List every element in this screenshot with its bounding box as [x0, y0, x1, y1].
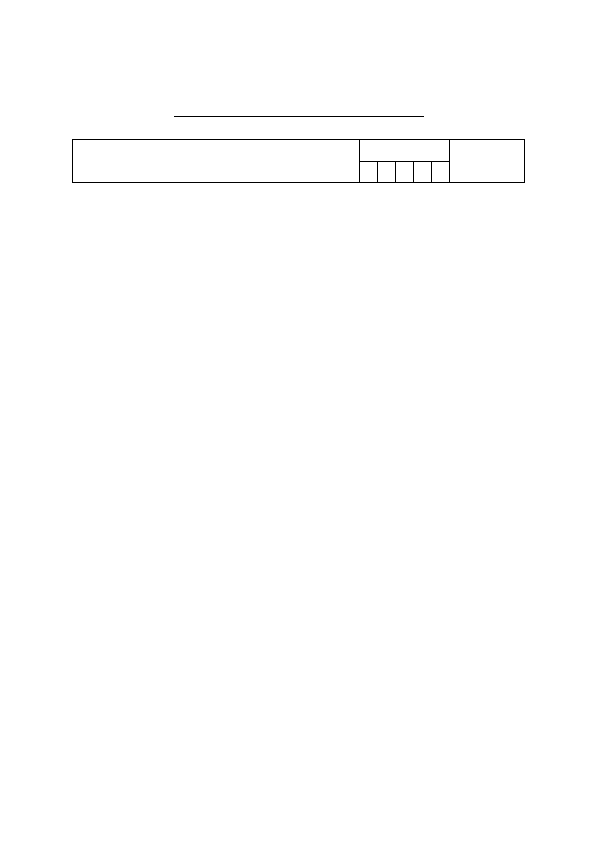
- reason-header: [450, 140, 525, 183]
- items-header: [73, 140, 360, 183]
- header-row-1: [73, 140, 525, 162]
- score-header: [396, 161, 414, 183]
- checklist-body: [73, 140, 525, 183]
- score-header: [432, 161, 450, 183]
- eval-header: [360, 140, 450, 162]
- score-header: [378, 161, 396, 183]
- score-header: [360, 161, 378, 183]
- score-header: [414, 161, 432, 183]
- title-underline: [174, 116, 424, 117]
- checklist-table: [72, 139, 525, 183]
